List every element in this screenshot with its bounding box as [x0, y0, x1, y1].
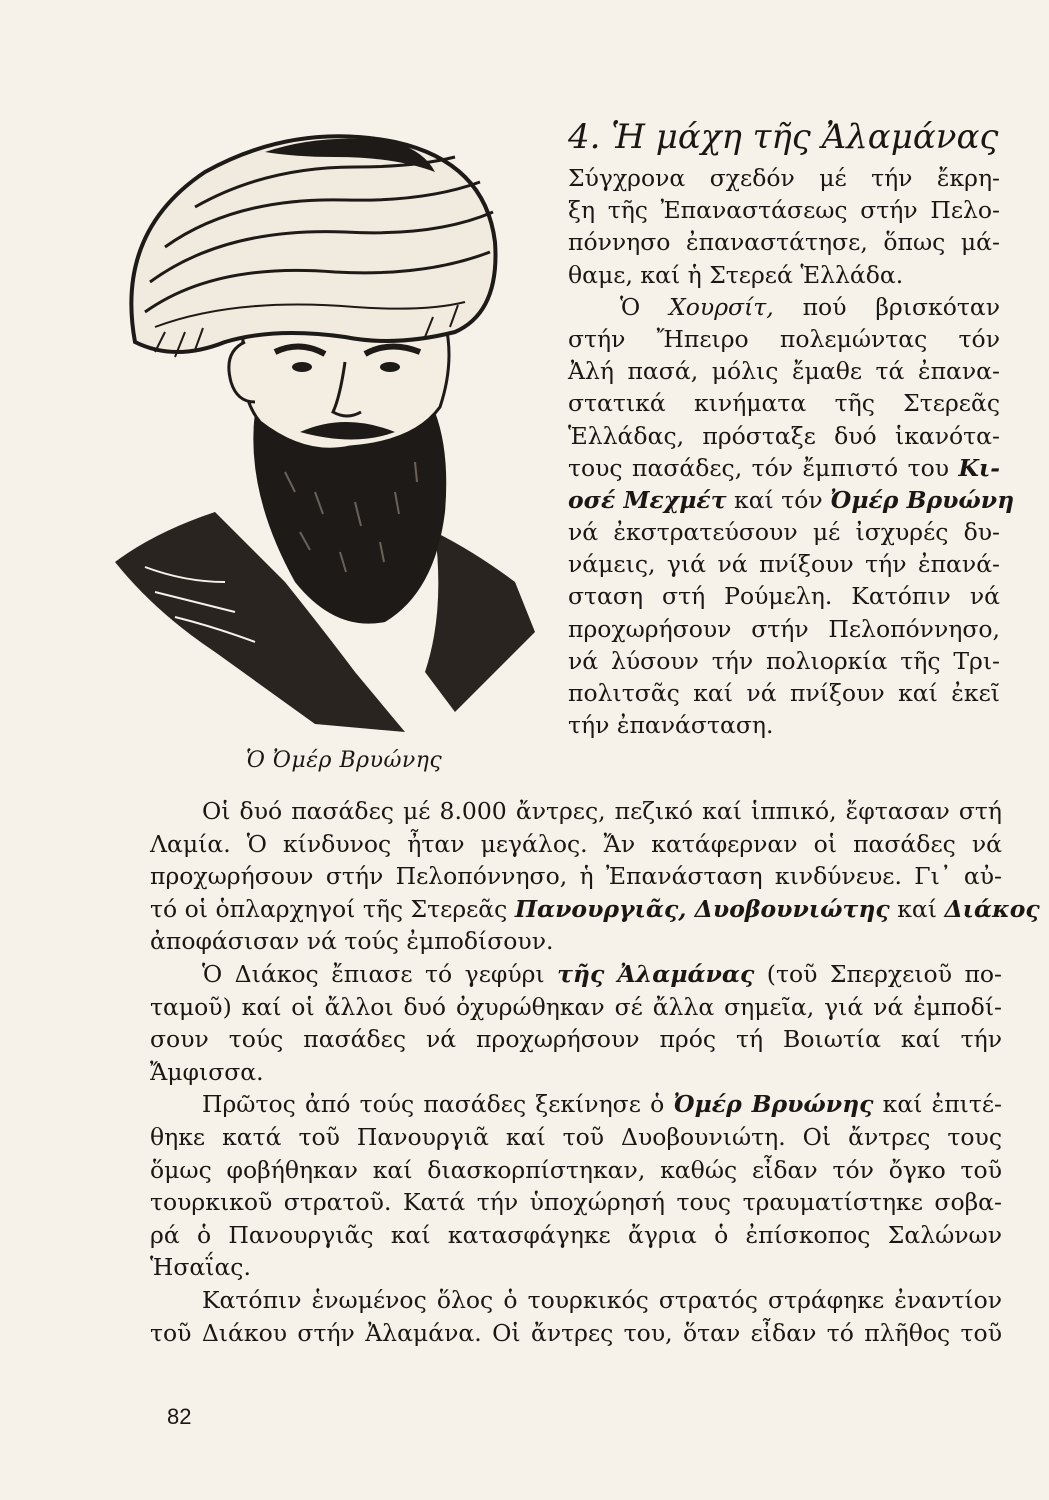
text-run: τήν ἐπανάσταση. — [568, 711, 774, 740]
emphasized-name: οσέ Μεχμέτ — [568, 485, 727, 514]
text-run: νά λύσουν τήν πολιορκία τῆς Τρι- — [568, 646, 1000, 675]
text-line — [150, 1251, 1002, 1284]
text-run: θηκε κατά τοῦ Πανουργιᾶ καί τοῦ Δυοβουνιώτη. Οἱ ἄντρες τους — [150, 1122, 1002, 1151]
text-line — [150, 1121, 1002, 1154]
emphasized-name: Διάκος — [944, 894, 1040, 923]
text-run: πού βρισκόταν — [773, 292, 1000, 321]
text-run: πόννησο ἐπαναστάτησε, ὅπως μά- — [568, 228, 1000, 257]
emphasized-name: Ὀμέρ Βρυώνη — [830, 485, 1015, 514]
text-line — [568, 194, 1000, 226]
text-line — [150, 1219, 1002, 1252]
page-number: 82 — [167, 1404, 192, 1429]
main-text-block — [150, 795, 1040, 1349]
text-line — [568, 452, 1000, 484]
text-run: Ὁ Διάκος ἔπιασε τό γεφύρι — [202, 959, 558, 988]
text-line — [150, 1284, 1002, 1317]
omer-vryonis-portrait-illustration — [95, 112, 555, 752]
text-line — [568, 516, 1000, 548]
text-run: Οἱ δυό πασάδες μέ 8.000 ἄντρες, πεζικό καί ἱππικό, ἔφτασαν στή — [202, 797, 1002, 825]
text-run: Πρῶτος ἀπό τούς πασάδες ξεκίνησε ὁ — [202, 1090, 674, 1119]
emphasized-name: Χουρσίτ, — [669, 292, 774, 321]
text-run: ρά ὁ Πανουργιᾶς καί κατασφάγηκε ἄγρια ὁ ἐπίσκοπος Σαλώνων — [150, 1220, 1002, 1249]
emphasized-name: Κι- — [958, 453, 1000, 482]
text-line — [150, 1088, 1002, 1121]
text-line — [568, 355, 1000, 387]
text-line — [568, 677, 1000, 709]
text-line — [150, 795, 1002, 828]
text-run: Ὁ — [620, 292, 670, 321]
text-run: Ἡσαΐας. — [150, 1253, 251, 1282]
text-line — [150, 1023, 1002, 1056]
text-run: πολιτσᾶς καί νά πνίξουν καί ἐκεῖ — [568, 679, 1000, 707]
text-line — [568, 226, 1000, 258]
text-line — [150, 958, 1002, 991]
text-line — [150, 925, 1002, 958]
text-run: τό οἱ ὁπλαρχηγοί τῆς Στερεᾶς — [150, 894, 515, 923]
text-line — [568, 484, 1015, 516]
text-run: Ἀλή πασά, μόλις ἔμαθε τά ἐπανα- — [568, 357, 1000, 386]
text-run: καί ἐπιτέ- — [873, 1090, 1002, 1119]
emphasized-name: Πανουργιᾶς, Δυοβουνιώτης — [514, 894, 890, 923]
text-run: τους πασάδες, τόν ἔμπιστό του — [568, 453, 959, 482]
emphasized-name: Ὀμέρ Βρυώνης — [673, 1090, 874, 1119]
text-line — [150, 1056, 1002, 1089]
text-line — [150, 860, 1002, 893]
text-line — [568, 580, 1000, 612]
text-run: ξη τῆς Ἐπαναστάσεως στήν Πελο- — [568, 196, 1000, 225]
text-line — [150, 1154, 1002, 1187]
text-run: Κατόπιν ἑνωμένος ὅλος ὁ τουρκικός στρατός στράφηκε ἐναντίον — [202, 1285, 1002, 1314]
text-line — [150, 893, 1040, 926]
text-run: καί τόν — [726, 485, 831, 514]
text-run: Ἑλλάδας, πρόσταξε δυό ἱκανότα- — [568, 421, 1000, 450]
text-run: ταμοῦ) καί οἱ ἄλλοι δυό ὀχυρώθηκαν σέ ἄλλα σημεῖα, γιά νά ἐμποδί- — [150, 992, 1002, 1021]
portrait-caption: Ὁ Ὀμέρ Βρυώνης — [246, 748, 443, 773]
text-run: καί — [889, 894, 945, 923]
text-line — [568, 548, 1000, 580]
text-run: ὅμως φοβήθηκαν καί διασκορπίστηκαν, καθώς εἶδαν τόν ὄγκο τοῦ — [150, 1155, 1002, 1184]
section-heading: 4. Ἡ μάχη τῆς Ἀλαμάνας — [568, 117, 999, 157]
text-line — [568, 387, 1000, 419]
text-run: Λαμία. Ὁ κίνδυνος ἦταν μεγάλος. Ἄν κατάφερναν οἱ πασάδες νά — [150, 829, 1002, 858]
text-run: στήν Ἤπειρο πολεμώντας τόν — [568, 324, 1000, 353]
text-run: τοῦ Διάκου στήν Ἀλαμάνα. Οἱ ἄντρες του, ὅταν εἶδαν τό πλῆθος τοῦ — [150, 1318, 1002, 1347]
text-run: στατικά κινήματα τῆς Στερεᾶς — [568, 389, 1000, 418]
text-run: ἀποφάσισαν νά τούς ἐμποδίσουν. — [150, 927, 554, 956]
text-line — [568, 259, 1000, 291]
text-line — [568, 709, 1000, 741]
text-line — [568, 420, 1000, 452]
text-run: νάμεις, γιά νά πνίξουν τήν ἐπανά- — [568, 550, 1000, 579]
text-line — [150, 828, 1002, 861]
text-line — [150, 1317, 1002, 1350]
text-run: νά ἐκστρατεύσουν μέ ἰσχυρές δυ- — [568, 518, 1000, 547]
text-line — [568, 291, 1000, 323]
text-run: προχωρήσουν στήν Πελοπόννησο, — [568, 614, 1000, 643]
text-line — [568, 323, 1000, 355]
text-line — [568, 613, 1000, 645]
text-run: σουν τούς πασάδες νά προχωρήσουν πρός τή Βοιωτία καί τήν — [150, 1025, 1002, 1054]
text-run: προχωρήσουν στήν Πελοπόννησο, ἡ Ἐπανάσταση κινδύνευε. Γι᾽ αὐ- — [150, 862, 1002, 891]
text-run: θαμε, καί ἡ Στερεά Ἑλλάδα. — [568, 260, 904, 289]
emphasized-name: τῆς Ἀλαμάνας — [557, 959, 755, 988]
text-run: (τοῦ Σπερχειοῦ πο- — [754, 959, 1002, 988]
text-line — [150, 1186, 1002, 1219]
text-line — [568, 645, 1000, 677]
text-line — [568, 162, 1000, 194]
text-run: σταση στή Ρούμελη. Κατόπιν νά — [568, 582, 1000, 611]
intro-paragraph-column — [568, 162, 1015, 741]
text-run: τουρκικοῦ στρατοῦ. Κατά τήν ὑποχώρησή τους τραυματίστηκε σοβα- — [150, 1188, 1002, 1217]
text-run: Ἄμφισσα. — [150, 1057, 264, 1086]
text-line — [150, 991, 1002, 1024]
text-run: Σύγχρονα σχεδόν μέ τήν ἔκρη- — [568, 164, 1000, 192]
